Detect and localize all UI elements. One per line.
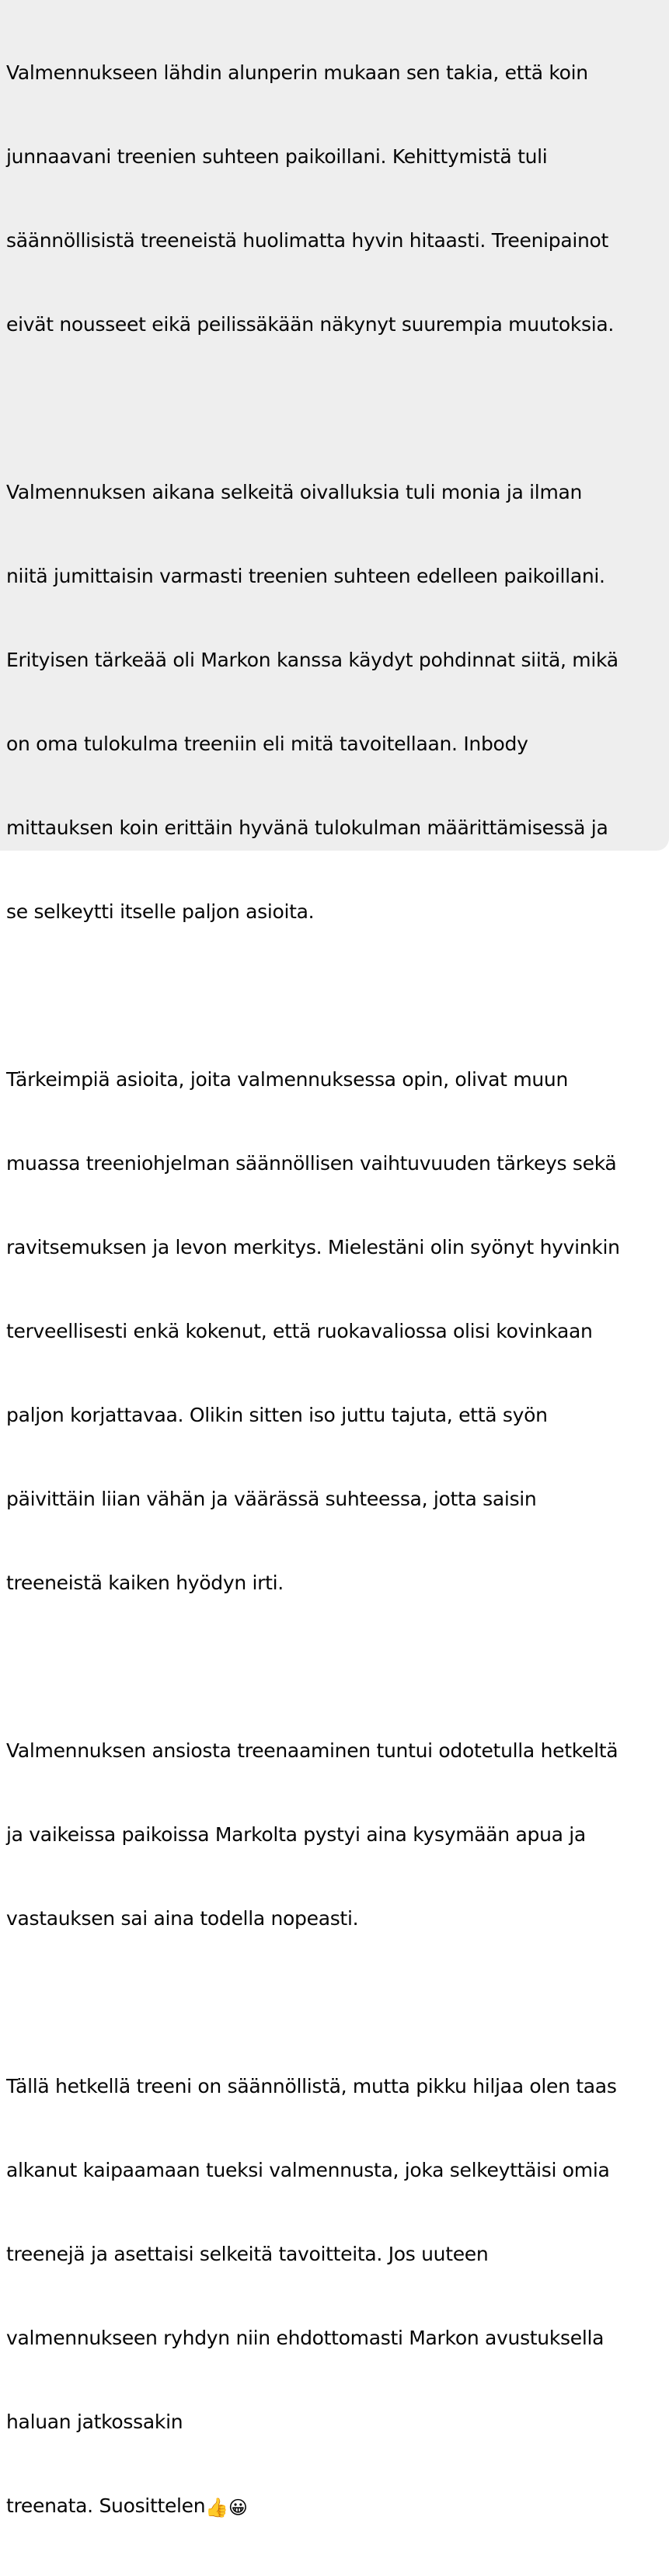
text-line: Valmennukseen lähdin alunperin mukaan sen takia, että koin bbox=[6, 61, 588, 84]
text-line: Valmennuksen aikana selkeitä oivalluksia tuli monia ja ilman bbox=[6, 481, 583, 503]
text-line: paljon korjattavaa. Olikin sitten iso juttu tajuta, että syön bbox=[6, 1404, 548, 1426]
thumbs-up-icon: 👍 bbox=[205, 2497, 228, 2519]
text-line: junnaavani treenien suhteen paikoillani. Kehittymistä tuli bbox=[6, 145, 548, 168]
text-line: terveellisesti enkä kokenut, että ruokavaliossa olisi kovinkaan bbox=[6, 1320, 593, 1342]
text-line: säännöllisistä treeneistä huolimatta hyvin hitaasti. Treenipainot bbox=[6, 229, 609, 252]
text-line: treeneistä kaiken hyödyn irti. bbox=[6, 1572, 284, 1594]
text-line: alkanut kaipaamaan tueksi valmennusta, joka selkeyttäisi omia bbox=[6, 2159, 610, 2181]
paragraph-2 bbox=[6, 423, 669, 982]
text-line: päivittäin liian vähän ja väärässä suhteessa, jotta saisin bbox=[6, 1488, 537, 1510]
text-line: Tärkeimpiä asioita, joita valmennuksessa opin, olivat muun bbox=[6, 1068, 569, 1091]
paragraph-1 bbox=[6, 3, 669, 395]
last-text-line bbox=[6, 2492, 669, 2520]
text-line: valmennukseen ryhdyn niin ehdottomasti Markon avustuksella bbox=[6, 2327, 605, 2349]
text-line: on oma tulokulma treeniin eli mitä tavoitellaan. Inbody bbox=[6, 733, 528, 755]
paragraph-5 bbox=[6, 2017, 669, 2576]
text-line: niitä jumittaisin varmasti treenien suhteen edelleen paikoillani. bbox=[6, 565, 605, 587]
text-line: muassa treeniohjelman säännöllisen vaihtuvuuden tärkeys sekä bbox=[6, 1152, 617, 1175]
text-line: vastauksen sai aina todella nopeasti. bbox=[6, 1907, 359, 1930]
text-line: haluan jatkossakin bbox=[6, 2411, 183, 2433]
text-line-end: treenata. Suosittelen bbox=[6, 2494, 206, 2517]
text-line: ravitsemuksen ja levon merkitys. Mielestäni olin syönyt hyvinkin bbox=[6, 1236, 620, 1258]
text-line: Tällä hetkellä treeni on säännöllistä, mutta pikku hiljaa olen taas bbox=[6, 2075, 617, 2097]
grinning-face-icon: 😀 bbox=[228, 2497, 248, 2519]
text-line: eivät nousseet eikä peilissäkään näkynyt suurempia muutoksia. bbox=[6, 313, 615, 336]
text-line: Erityisen tärkeää oli Markon kanssa käydyt pohdinnat siitä, mikä bbox=[6, 649, 618, 671]
text-line: se selkeytti itselle paljon asioita. bbox=[6, 900, 315, 923]
text-line: ja vaikeissa paikoissa Markolta pystyi aina kysymään apua ja bbox=[6, 1823, 586, 1846]
text-line: mittauksen koin erittäin hyvänä tulokulman määrittämisessä ja bbox=[6, 816, 608, 839]
text-line: Valmennuksen ansiosta treenaaminen tuntui odotetulla hetkeltä bbox=[6, 1739, 618, 1762]
paragraph-4 bbox=[6, 1681, 669, 1989]
text-line: treenejä ja asettaisi selkeitä tavoitteita. Jos uuteen bbox=[6, 2243, 489, 2265]
paragraph-3 bbox=[6, 1010, 669, 1653]
